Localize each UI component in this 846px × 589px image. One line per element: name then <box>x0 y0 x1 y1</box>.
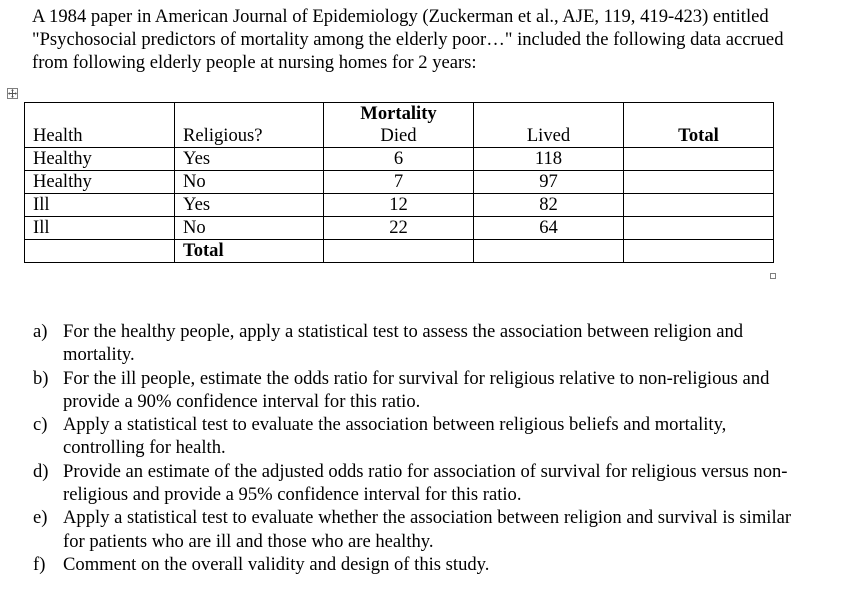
list-item-label: d) <box>33 460 49 482</box>
table-row <box>25 217 774 240</box>
table-row <box>25 148 774 171</box>
cell-health: Healthy <box>25 148 175 171</box>
list-item-text: For the ill people, estimate the odds ratio for survival for religious relative to non-religious and provide a 90% confidence interval for this ratio. <box>63 367 770 412</box>
header-religious-label: Religious? <box>183 125 263 146</box>
cell-total <box>624 148 774 171</box>
cell-health: Ill <box>25 194 175 217</box>
mortality-table <box>24 102 774 263</box>
header-health-label: Health <box>33 125 83 146</box>
table-move-handle[interactable] <box>7 88 18 99</box>
cell-lived: 97 <box>474 171 624 194</box>
list-item-text: Comment on the overall validity and design of this study. <box>63 553 490 575</box>
cell-total <box>624 194 774 217</box>
header-total <box>624 103 774 148</box>
cell-lived: 64 <box>474 217 624 240</box>
list-item <box>33 413 793 460</box>
header-mortality: Mortality <box>360 103 437 124</box>
cell-lived <box>474 240 624 263</box>
header-religious <box>175 103 324 148</box>
list-item-text: Apply a statistical test to evaluate whether the association between religion and survival is similar for patients who are ill and those who are healthy. <box>63 507 792 552</box>
header-health <box>25 103 175 148</box>
list-item-text: For the healthy people, apply a statistical test to assess the association between religion and mortality. <box>63 321 744 366</box>
list-item <box>33 506 793 553</box>
cell-religious: No <box>175 217 324 240</box>
cell-died: 22 <box>324 217 474 240</box>
cell-religious: Yes <box>175 194 324 217</box>
list-item-text: Provide an estimate of the adjusted odds ratio for association of survival for religious versus non-religious and provide a 95% confidence interval for this ratio. <box>63 460 788 506</box>
cell-health: Healthy <box>25 171 175 194</box>
list-item <box>33 320 793 367</box>
cell-died <box>324 240 474 263</box>
list-item-label: b) <box>33 367 49 389</box>
total-row-label: Total <box>175 240 324 263</box>
list-item <box>33 367 793 414</box>
list-item-label: a) <box>33 321 48 342</box>
table-header-row <box>25 103 774 148</box>
list-item <box>33 460 793 507</box>
question-list <box>33 320 793 576</box>
header-lived-label: Lived <box>526 125 571 146</box>
cell-total <box>624 171 774 194</box>
cell-health: Ill <box>25 217 175 240</box>
cell-health <box>25 240 175 263</box>
move-arrows-icon <box>8 89 17 98</box>
list-item <box>33 553 793 576</box>
cell-religious: Yes <box>175 148 324 171</box>
cell-died: 6 <box>324 148 474 171</box>
cell-lived: 82 <box>474 194 624 217</box>
table-total-row <box>25 240 774 263</box>
header-lived <box>474 103 624 148</box>
intro-paragraph: A 1984 paper in American Journal of Epidemiology (Zuckerman et al., AJE, 119, 419-423) entitled "Psychosocial predictors of mortality among the elderly poor…" included the following data accrued from following elderly people at nursing homes for 2 years: <box>32 6 784 73</box>
list-item-label: c) <box>33 414 48 436</box>
table-row <box>25 171 774 194</box>
cell-died: 12 <box>324 194 474 217</box>
header-total-label: Total <box>678 125 719 146</box>
cell-religious: No <box>175 171 324 194</box>
cell-total <box>624 240 774 263</box>
cell-lived: 118 <box>474 148 624 171</box>
cell-died: 7 <box>324 171 474 194</box>
cell-total <box>624 217 774 240</box>
table-resize-handle[interactable] <box>770 273 776 279</box>
list-item-label: f) <box>33 553 46 575</box>
table-row <box>25 194 774 217</box>
list-item-text: Apply a statistical test to evaluate the association between religious beliefs and mortality, controlling for health. <box>63 414 727 459</box>
header-died-label: Died <box>380 125 417 146</box>
header-died <box>324 103 474 148</box>
list-item-label: e) <box>33 507 48 529</box>
